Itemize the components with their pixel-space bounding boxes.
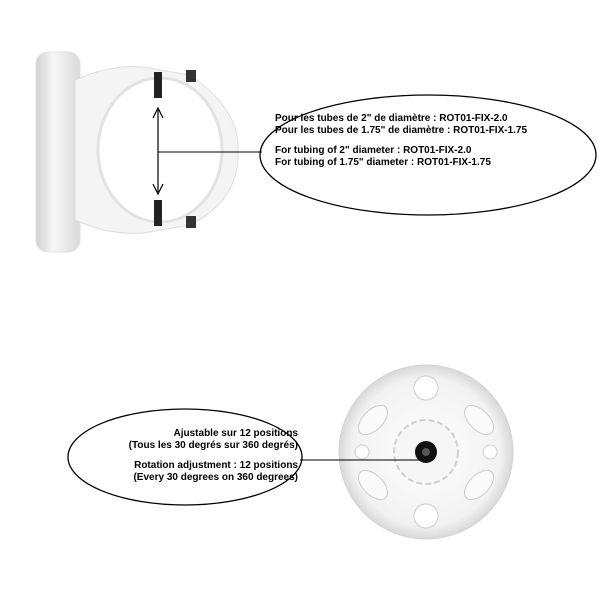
tube-callout-text <box>275 113 527 169</box>
rotation-en-line-2: (Every 30 degrees on 360 degrees) <box>133 472 298 483</box>
rotation-fr-line-1: Ajustable sur 12 positions <box>173 428 298 439</box>
tube-en-line-1: For tubing of 2" diameter : ROT01-FIX-2.0 <box>275 145 472 156</box>
rotation-en-line-1: Rotation adjustment : 12 positions <box>134 460 298 471</box>
rotation-fr-line-2: (Tous les 30 degrés sur 360 degrés) <box>128 440 298 451</box>
tube-fr-line-2: Pour les tubes de 1.75" de diamètre : ROT01-FIX-1.75 <box>275 125 528 136</box>
rotation-callout-text <box>78 428 298 484</box>
tube-en-line-2: For tubing of 1.75" diameter : ROT01-FIX-1.75 <box>275 157 491 168</box>
rotation-disc-image <box>339 365 513 539</box>
tube-clamp-image <box>36 52 262 252</box>
tube-fr-line-1: Pour les tubes de 2" de diamètre : ROT01-FIX-2.0 <box>275 113 508 124</box>
